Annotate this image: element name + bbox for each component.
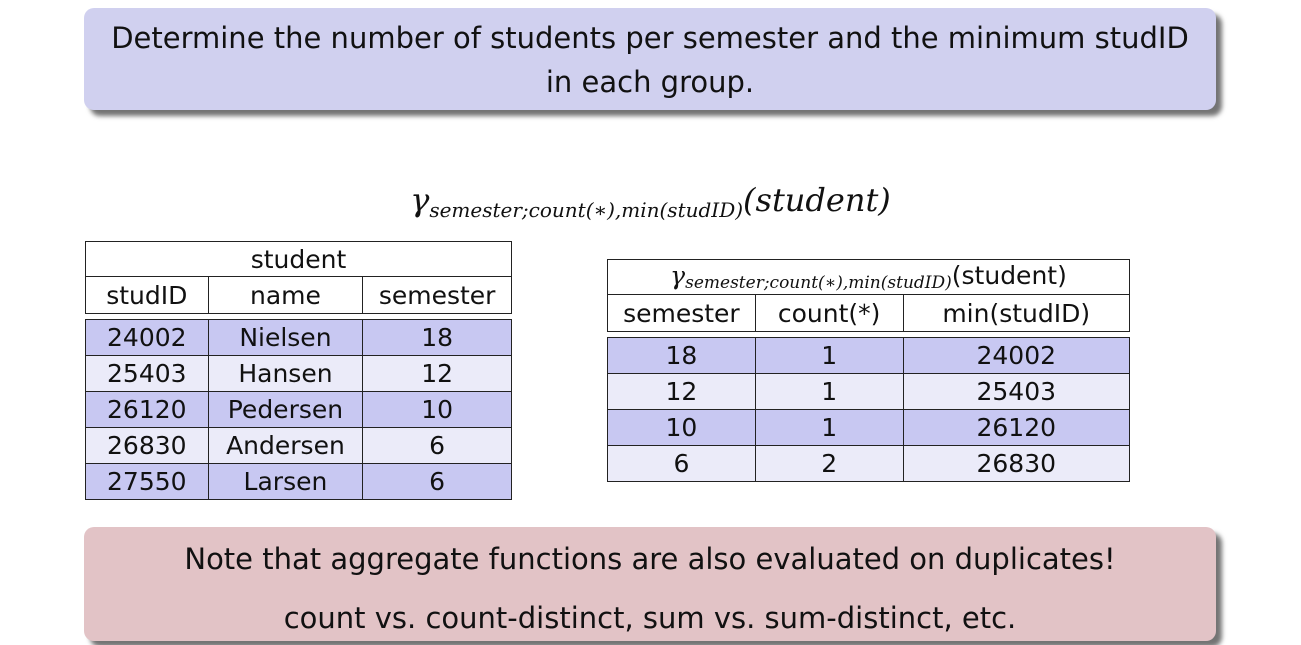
title-subscript: semester;count(∗),min(studID) xyxy=(685,273,952,293)
table-row xyxy=(608,338,1130,374)
gamma-operator: γ xyxy=(670,261,686,290)
column-header: studID xyxy=(86,277,209,314)
formula-argument: (student) xyxy=(743,181,891,219)
table-cell: 10 xyxy=(608,410,756,446)
note-line-1: Note that aggregate functions are also evaluated on duplicates! xyxy=(184,542,1116,576)
table-row xyxy=(608,410,1130,446)
table-row xyxy=(86,356,512,392)
note-line-2: count vs. count-distinct, sum vs. sum-distinct, etc. xyxy=(283,601,1017,635)
student-table xyxy=(85,241,512,500)
table-cell: 1 xyxy=(755,338,903,374)
table-cell: Andersen xyxy=(208,428,363,464)
table-cell: 26120 xyxy=(86,392,209,428)
result-table-title xyxy=(608,260,1130,295)
result-table xyxy=(607,259,1130,482)
table-cell: 26830 xyxy=(86,428,209,464)
table-cell: Nielsen xyxy=(208,320,363,356)
table-cell: 12 xyxy=(363,356,512,392)
column-header: min(studID) xyxy=(903,295,1130,332)
table-cell: 25403 xyxy=(903,374,1130,410)
table-row xyxy=(86,464,512,500)
table-cell: 24002 xyxy=(86,320,209,356)
table-cell: 27550 xyxy=(86,464,209,500)
task-line-1: Determine the number of students per semester and the minimum studID xyxy=(111,21,1189,55)
table-cell: 1 xyxy=(755,374,903,410)
table-row xyxy=(86,320,512,356)
table-cell: 26120 xyxy=(903,410,1130,446)
table-cell: 26830 xyxy=(903,446,1130,482)
table-cell: 18 xyxy=(363,320,512,356)
student-table-title: student xyxy=(86,242,512,277)
column-header: count(*) xyxy=(755,295,903,332)
table-row xyxy=(608,446,1130,482)
table-cell: Larsen xyxy=(208,464,363,500)
table-cell: 6 xyxy=(363,428,512,464)
gamma-operator: γ xyxy=(410,181,430,219)
table-cell: 10 xyxy=(363,392,512,428)
table-row xyxy=(86,392,512,428)
table-cell: 6 xyxy=(363,464,512,500)
note-box xyxy=(84,527,1216,641)
table-cell: 2 xyxy=(755,446,903,482)
table-row xyxy=(608,374,1130,410)
table-cell: Hansen xyxy=(208,356,363,392)
table-cell: Pedersen xyxy=(208,392,363,428)
column-header: semester xyxy=(363,277,512,314)
task-line-2: in each group. xyxy=(545,65,755,99)
column-header: name xyxy=(208,277,363,314)
table-cell: 1 xyxy=(755,410,903,446)
table-cell: 25403 xyxy=(86,356,209,392)
table-cell: 6 xyxy=(608,446,756,482)
column-header: semester xyxy=(608,295,756,332)
table-cell: 12 xyxy=(608,374,756,410)
title-argument: (student) xyxy=(951,261,1067,290)
table-cell: 18 xyxy=(608,338,756,374)
aggregation-formula xyxy=(0,178,1301,232)
task-box xyxy=(84,8,1216,110)
formula-subscript: semester;count(∗),min(studID) xyxy=(429,198,744,222)
table-row xyxy=(86,428,512,464)
table-cell: 24002 xyxy=(903,338,1130,374)
